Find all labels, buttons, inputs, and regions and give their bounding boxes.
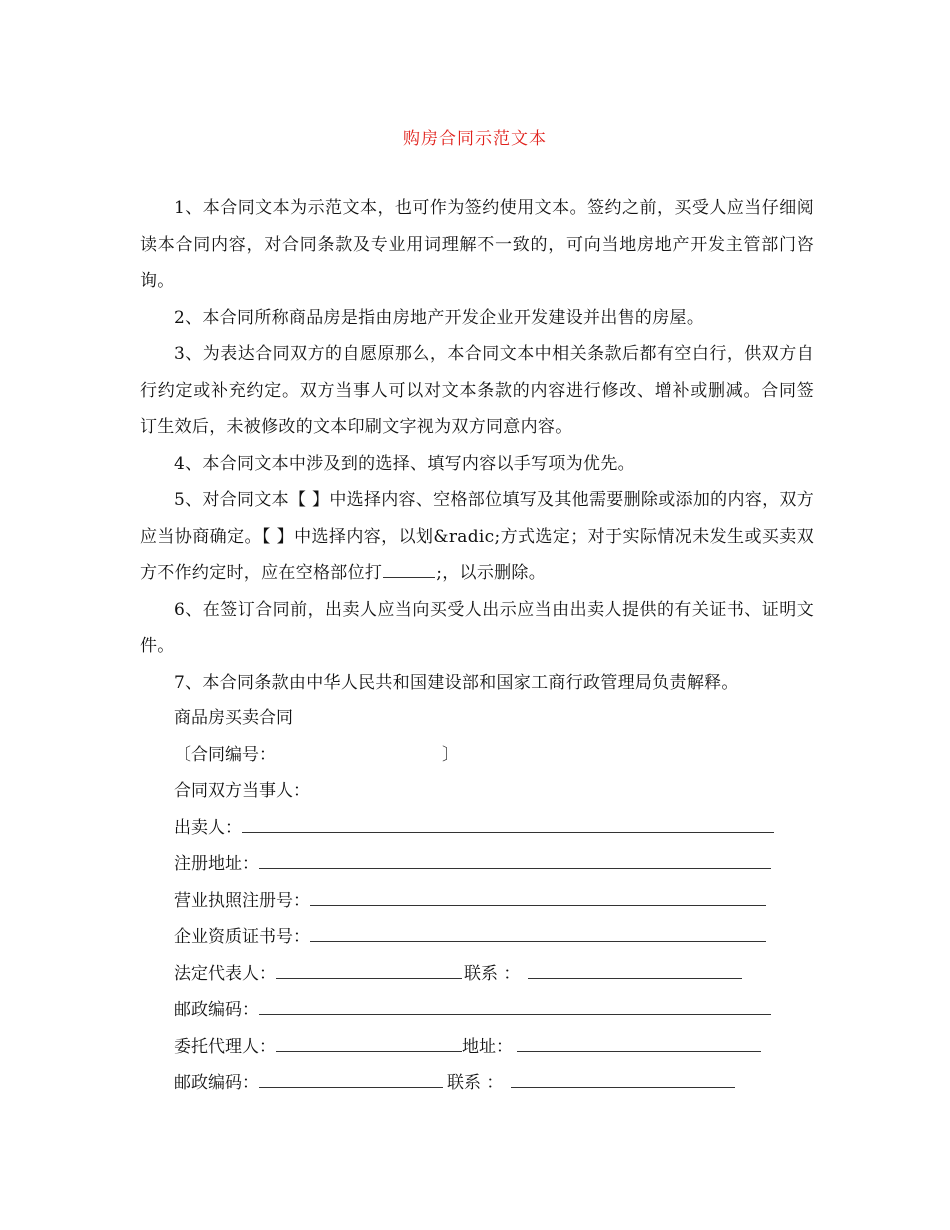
license-label: 营业执照注册号： — [174, 890, 310, 911]
instruction-paragraph-5 — [140, 482, 814, 592]
qualification-label: 企业资质证书号： — [174, 927, 310, 947]
contact-label: 联系 ： — [464, 963, 521, 984]
seller-line — [174, 810, 814, 847]
legal-rep-line — [174, 956, 814, 993]
contract-number-line — [174, 737, 814, 774]
paragraph-5-text-b: ;，以示删除。 — [436, 563, 547, 583]
instruction-paragraph-2: 2、本合同所称商品房是指由房地产开发企业开发建设并出售的房屋。 — [174, 307, 705, 328]
inline-blank-line — [383, 559, 435, 578]
reg-address-field[interactable] — [259, 850, 771, 869]
instruction-paragraph-1: 1、本合同文本为示范文本，也可作为签约使用文本。签约之前，买受人应当仔细阅读本合同内容，对合同条款及专业用词理解不一致的，可向当地房地产开发主管部门咨询。 — [140, 198, 814, 291]
seller-label: 出卖人： — [174, 817, 242, 838]
postcode2-line — [174, 1065, 814, 1102]
seller-field[interactable] — [242, 814, 774, 833]
paragraph-5-text-a: 5、对合同文本【 】中选择内容、空格部位填写及其他需要删除或添加的内容，双方应当协商确定。【 】中选择内容，以划&radic;方式选定；对于实际情况未发生或买卖双方不作约定时，应在空格部位打 — [140, 490, 814, 583]
postcode-label: 邮政编码： — [174, 1000, 259, 1020]
address-field[interactable] — [517, 1033, 761, 1052]
instruction-paragraph-3: 3、为表达合同双方的自愿原那么，本合同文本中相关条款后都有空白行，供双方自行约定或补充约定。双方当事人可以对文本条款的内容进行修改、增补或删减。合同签订生效后，未被修改的文本印刷文字视为双方同意内容。 — [140, 344, 814, 437]
postcode2-label: 邮政编码： — [174, 1073, 259, 1093]
instructions-body — [140, 190, 814, 701]
address-label: 地址： — [462, 1036, 513, 1057]
instruction-paragraph-7: 7、本合同条款由中华人民共和国建设部和国家工商行政管理局负责解释。 — [174, 672, 739, 693]
instruction-paragraph-4: 4、本合同文本中涉及到的选择、填写内容以手写项为优先。 — [174, 453, 635, 474]
agent-field[interactable] — [276, 1033, 462, 1052]
contact2-field[interactable] — [511, 1069, 735, 1088]
qualification-line — [174, 919, 814, 956]
license-line — [174, 883, 814, 920]
contract-title: 商品房买卖合同 — [174, 708, 293, 728]
contract-number-label: 〔合同编号： — [174, 744, 276, 765]
agent-label: 委托代理人： — [174, 1036, 276, 1057]
contact-field[interactable] — [528, 960, 742, 979]
postcode2-field[interactable] — [259, 1069, 443, 1088]
reg-address-label: 注册地址： — [174, 854, 259, 874]
postcode-line — [174, 992, 814, 1029]
reg-address-line — [174, 846, 814, 883]
qualification-field[interactable] — [310, 923, 766, 942]
license-field[interactable] — [310, 887, 766, 906]
parties-label: 合同双方当事人： — [174, 781, 310, 801]
legal-rep-field[interactable] — [276, 960, 462, 979]
contact2-label: 联系 ： — [447, 1073, 504, 1093]
instruction-paragraph-6: 6、在签订合同前，出卖人应当向买受人出示应当由出卖人提供的有关证书、证明文件。 — [140, 599, 814, 656]
postcode-field[interactable] — [259, 996, 771, 1015]
legal-rep-label: 法定代表人： — [174, 963, 276, 984]
agent-line — [174, 1029, 814, 1066]
contract-number-close: 〕 — [442, 744, 459, 765]
contract-fields — [174, 700, 814, 1102]
document-title: 购房合同示范文本 — [403, 129, 547, 149]
